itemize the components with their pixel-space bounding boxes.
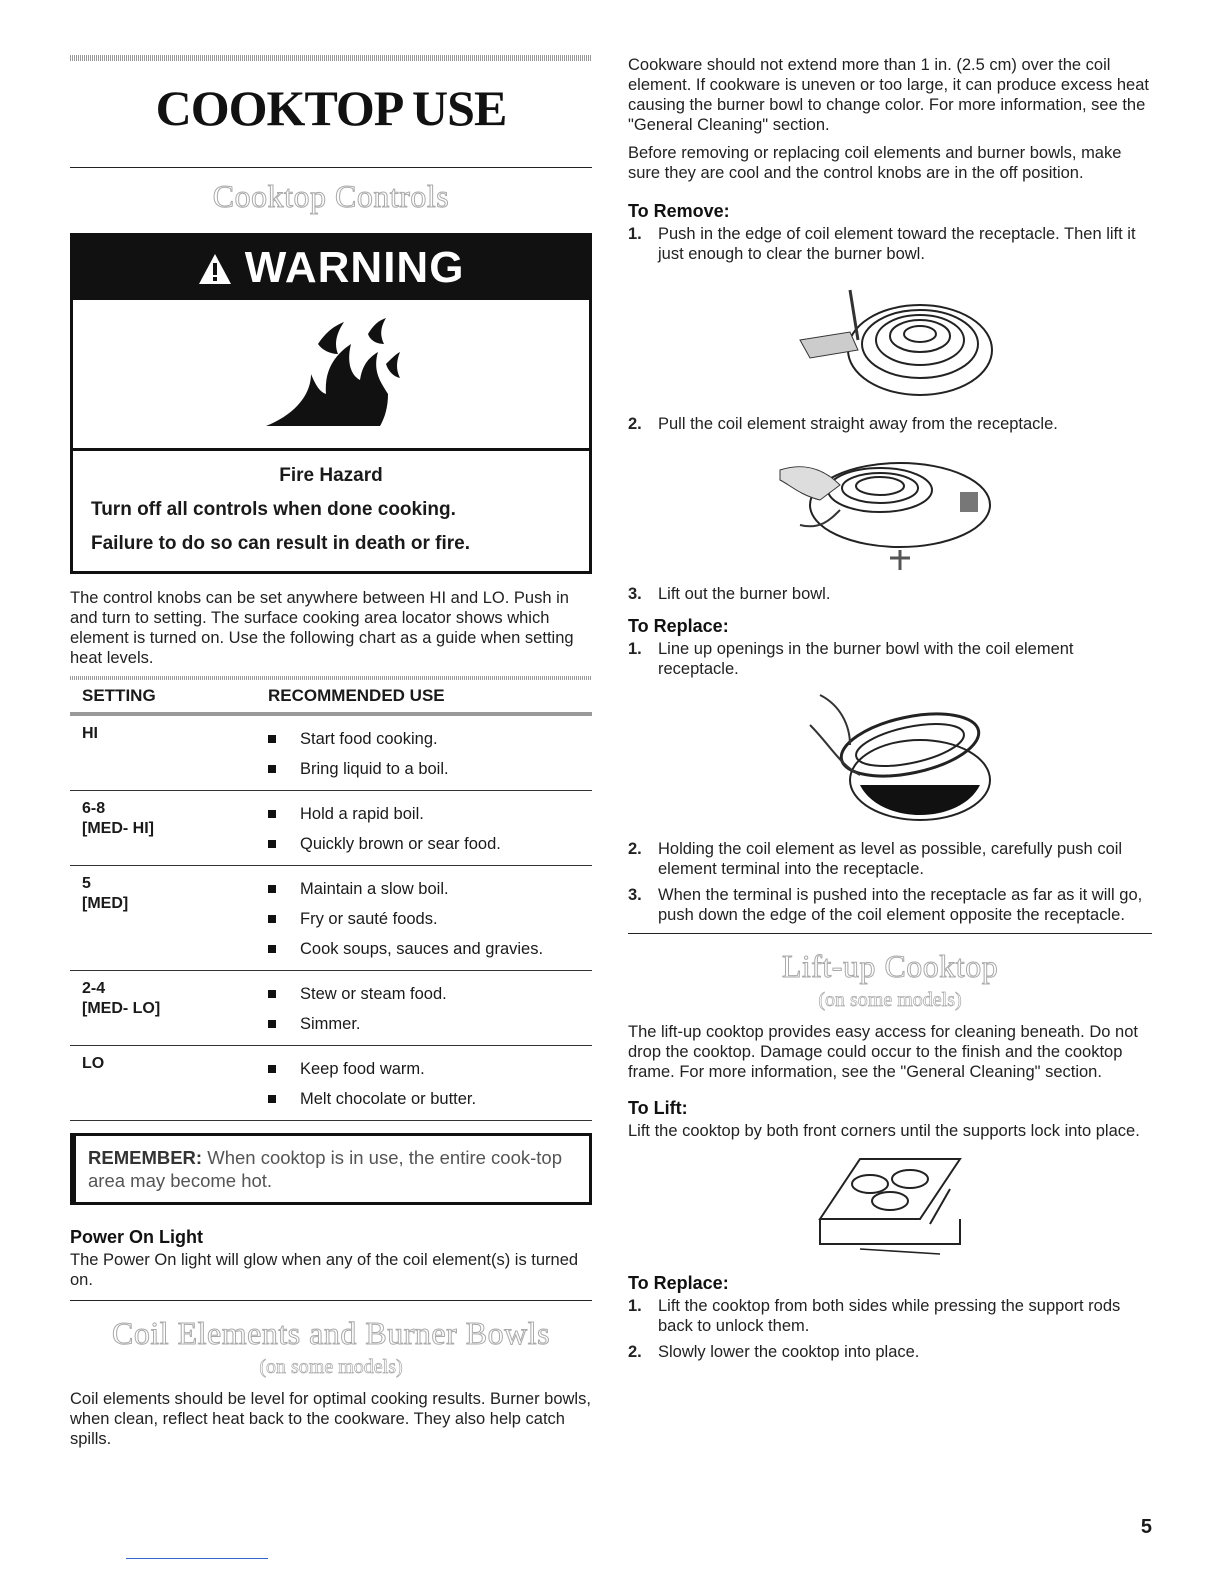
use-item [268,934,592,964]
to-replace-lift-title: To Replace: [628,1273,729,1293]
replace2-step-2: 2. Slowly lower the cooktop into place. [628,1343,920,1361]
use-text: Start food cooking. [300,730,438,748]
warning-header [73,236,589,300]
uses-cell [268,799,592,859]
use-text: Hold a rapid boil. [300,805,424,823]
use-text: Bring liquid to a boil. [300,760,449,778]
setting-cell: 2-4 [MED- LO] [82,980,161,1017]
uses-cell [268,1054,592,1114]
section-sub-coil: (on some models) [259,1356,403,1378]
hazard-title: Fire Hazard [279,465,383,486]
warning-box [70,233,592,574]
use-text: Stew or steam food. [300,985,447,1003]
coil-intro: Coil elements should be level for optimal cooking results. Burner bowls, when clean, reflect heat back to the cookware. They also help catch spills. [70,1390,591,1448]
top-divider [70,55,592,61]
right-column [628,55,1152,1368]
divider [70,167,592,168]
table-row [70,971,592,1046]
col-use: RECOMMENDED USE [268,686,445,705]
table-row [70,716,592,791]
bullet-icon [268,1095,276,1103]
section-title-controls: Cooktop Controls [212,178,450,214]
bullet-icon [268,765,276,773]
bullet-icon [268,840,276,848]
fire-icon [73,300,589,451]
cookware-para: Cookware should not extend more than 1 in. (2.5 cm) over the coil element. If cookware is uneven or too large, it can produce excess heat causing the burner bowl to change color. For more information, see the "General Cleaning" section. [628,56,1149,134]
col-setting: SETTING [82,686,156,705]
bullet-icon [268,735,276,743]
table-row [70,866,592,971]
remove-step-1: 1. Push in the edge of coil element toward the receptacle. Then lift it just enough to clear the burner bowl. [628,225,1136,263]
use-text: Maintain a slow boil. [300,880,449,898]
divider [70,1300,592,1301]
warning-text [73,451,589,571]
to-remove-title: To Remove: [628,201,730,221]
liftup-intro: The lift-up cooktop provides easy access for cleaning beneath. Do not drop the cooktop. Damage could occur to the finish and the cooktop frame. For more information, see the "General Cleaning" section. [628,1023,1138,1081]
bullet-icon [268,810,276,818]
use-text: Fry or sauté foods. [300,910,438,928]
bullet-icon [268,945,276,953]
remember-box [70,1133,592,1205]
bullet-icon [268,990,276,998]
use-item [268,1009,592,1039]
bullet-icon [268,885,276,893]
divider [628,933,1152,934]
to-lift-title: To Lift: [628,1098,688,1118]
remove-step-3: 3. Lift out the burner bowl. [628,585,831,603]
replace2-step-1: 1. Lift the cooktop from both sides while pressing the support rods back to unlock them. [628,1297,1121,1335]
warning-triangle-icon [198,243,245,292]
bullet-icon [268,1065,276,1073]
to-replace-title: To Replace: [628,616,729,636]
section-sub-liftup: (on some models) [818,989,962,1011]
setting-cell: 5 [MED] [82,875,129,912]
use-item [268,829,592,859]
use-text: Melt chocolate or butter. [300,1090,477,1108]
use-text: Cook soups, sauces and gravies. [300,940,544,958]
warning-label: WARNING [244,243,465,292]
table-row [70,1046,592,1121]
uses-cell [268,724,592,784]
replace-step-2: 2. Holding the coil element as level as possible, carefully push coil element terminal into the receptacle. [628,840,1123,878]
use-text: Simmer. [300,1015,361,1033]
setting-cell: LO [82,1055,105,1072]
remember-label: REMEMBER: [88,1147,203,1168]
setting-cell: HI [82,725,98,742]
power-light-title: Power On Light [70,1227,203,1247]
replace-step-1: 1. Line up openings in the burner bowl with the coil element receptacle. [628,640,1074,678]
use-item [268,904,592,934]
bowl-replace-illustration [628,685,1152,835]
use-text: Keep food warm. [300,1060,425,1078]
use-item [268,979,592,1009]
heat-table-header [70,680,592,716]
power-light-text: The Power On light will glow when any of the coil element(s) is turned on. [70,1251,579,1289]
use-item [268,874,592,904]
use-item [268,724,592,754]
use-item [268,799,592,829]
remove-step-2: 2. Pull the coil element straight away from the receptacle. [628,415,1058,433]
coil-lift-illustration [628,270,1152,410]
use-item [268,1084,592,1114]
section-title-liftup: Lift-up Cooktop [781,948,999,984]
table-row [70,791,592,866]
replace-step-3: 3. When the terminal is pushed into the receptacle as far as it will go, push down the edge of the coil element opposite the receptacle. [628,886,1143,924]
page-title: COOKTOP USE [155,80,507,136]
section-title-coil: Coil Elements and Burner Bowls [111,1315,551,1351]
lift-text: Lift the cooktop by both front corners until the supports lock into place. [628,1122,1140,1140]
remember-text: When cooktop is in use, the entire cook-top area may become hot. [88,1147,563,1191]
bullet-icon [268,1020,276,1028]
heat-table-body [70,716,592,1121]
warning-line-2: Failure to do so can result in death or fire. [91,533,471,554]
use-text: Quickly brown or sear food. [300,835,501,853]
controls-intro: The control knobs can be set anywhere between HI and LO. Push in and turn to setting. The surface cooking area locator shows which element is turned on. Use the following chart as a guide when setting heat levels. [70,589,574,667]
left-column [70,55,592,1457]
setting-cell: 6-8 [MED- HI] [82,800,154,837]
bullet-icon [268,915,276,923]
footer-link-line [126,1558,268,1559]
warning-line-1: Turn off all controls when done cooking. [91,499,456,520]
before-removing-para: Before removing or replacing coil elements and burner bowls, make sure they are cool and the control knobs are in the off position. [628,144,1122,182]
page-number: 5 [1140,1516,1152,1538]
uses-cell [268,874,592,964]
liftup-cooktop-illustration [628,1149,1152,1259]
uses-cell [268,979,592,1039]
use-item [268,1054,592,1084]
coil-pull-illustration [628,440,1152,580]
use-item [268,754,592,784]
